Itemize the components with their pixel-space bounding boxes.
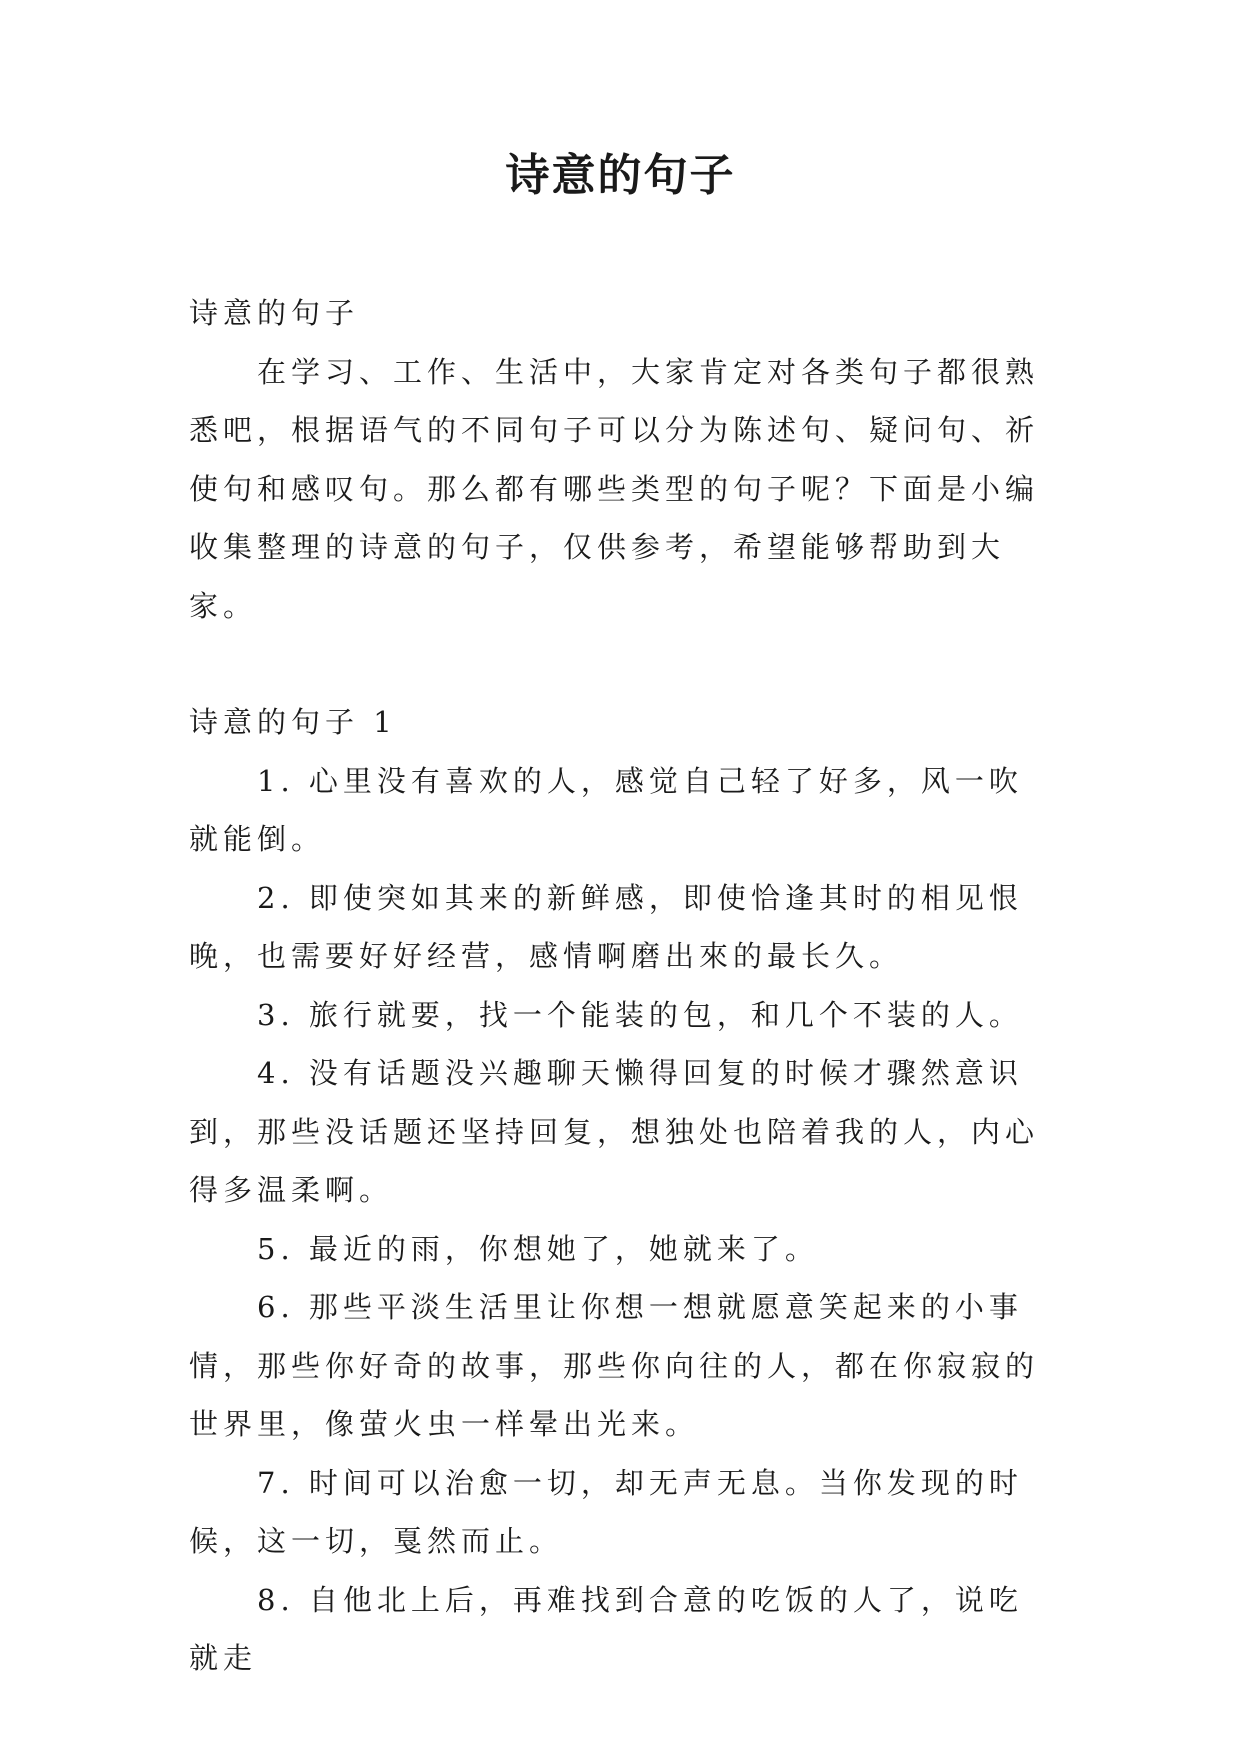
intro-paragraph: 在学习、工作、生活中，大家肯定对各类句子都很熟悉吧，根据语气的不同句子可以分为陈述句、疑问句、祈使句和感叹句。那么都有哪些类型的句子呢？下面是小编收集整理的诗意的句子，仅供参考，希望能够帮助到大家。: [189, 354, 1040, 623]
document-title: 诗意的句子: [505, 150, 736, 201]
list-item: 6. 那些平淡生活里让你想一想就愿意笑起来的小事情，那些你好奇的故事，那些你向往的人，都在你寂寂的世界里，像萤火虫一样晕出光来。: [189, 1290, 1040, 1441]
list-item: 2. 即使突如其来的新鲜感，即使恰逢其时的相见恨晚，也需要好好经营，感情啊磨出來的最长久。: [189, 880, 1023, 973]
list-item: 7. 时间可以治愈一切，却无声无息。当你发现的时候，这一切，戛然而止。: [189, 1465, 1023, 1558]
list-item: 4. 没有话题没兴趣聊天懒得回复的时候才骤然意识到，那些没话题还坚持回复，想独处也陪着我的人，内心得多温柔啊。: [189, 1056, 1040, 1207]
document-subtitle: 诗意的句子: [189, 296, 360, 330]
list-item: 5. 最近的雨，你想她了，她就来了。: [257, 1231, 819, 1266]
list-item: 3. 旅行就要，找一个能装的包，和几个不装的人。: [257, 997, 1023, 1032]
list-item: 1. 心里没有喜欢的人，感觉自己轻了好多，风一吹就能倒。: [189, 763, 1023, 856]
section-heading: 诗意的句子 1: [189, 705, 397, 739]
section-spacer: [189, 635, 1049, 693]
document-body: [189, 284, 1049, 1688]
list-item: 8. 自他北上后，再难找到合意的吃饭的人了，说吃就走: [189, 1582, 1023, 1675]
